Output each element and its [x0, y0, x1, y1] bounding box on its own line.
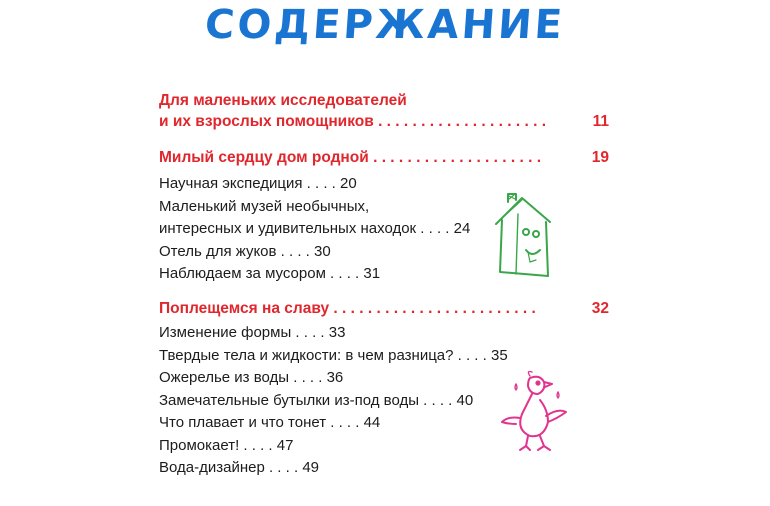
toc-item[interactable]: Маленький музей необычных, — [159, 198, 370, 215]
toc-item[interactable]: Отель для жуков . . . . 30 — [159, 243, 331, 260]
toc-item[interactable]: Промокает! . . . . 47 — [159, 437, 294, 454]
toc-item[interactable]: интересных и удивительных находок . . . . 24 — [159, 220, 471, 237]
section-heading-1-text: и их взрослых помощников . . . . . . . . . . . . . . . . . . . . — [159, 113, 547, 130]
section-heading-2[interactable] — [159, 149, 609, 167]
section-page-3: 32 — [591, 300, 609, 317]
toc-item[interactable]: Что плавает и что тонет . . . . 44 — [159, 414, 381, 431]
toc-item[interactable]: Научная экспедиция . . . . 20 — [159, 175, 357, 192]
toc-item[interactable]: Замечательные бутылки из-под воды . . . . 40 — [159, 392, 474, 409]
page-title: СОДЕРЖАНИЕ — [203, 2, 567, 48]
toc-item[interactable]: Вода-дизайнер . . . . 49 — [159, 459, 319, 476]
toc-item[interactable]: Твердые тела и жидкости: в чем разница? . . . . 35 — [159, 347, 508, 364]
section-page-2: 19 — [591, 149, 609, 166]
section-heading-3-text: Поплещемся на славу . . . . . . . . . . . . . . . . . . . . . . . . — [159, 300, 536, 317]
toc-item[interactable]: Ожерелье из воды . . . . 36 — [159, 369, 344, 386]
toc-item[interactable]: Наблюдаем за мусором . . . . 31 — [159, 265, 381, 282]
section-heading-3[interactable] — [159, 300, 609, 318]
section-heading-1-line2[interactable] — [159, 113, 609, 131]
bird-drawing — [486, 370, 576, 460]
house-drawing — [488, 192, 560, 282]
section-heading-1-line1[interactable]: Для маленьких исследователей — [159, 92, 407, 109]
section-heading-2-text: Милый сердцу дом родной . . . . . . . . . . . . . . . . . . . . — [159, 149, 542, 166]
section-page-1: 11 — [592, 113, 609, 130]
toc-item[interactable]: Изменение формы . . . . 33 — [159, 324, 346, 341]
